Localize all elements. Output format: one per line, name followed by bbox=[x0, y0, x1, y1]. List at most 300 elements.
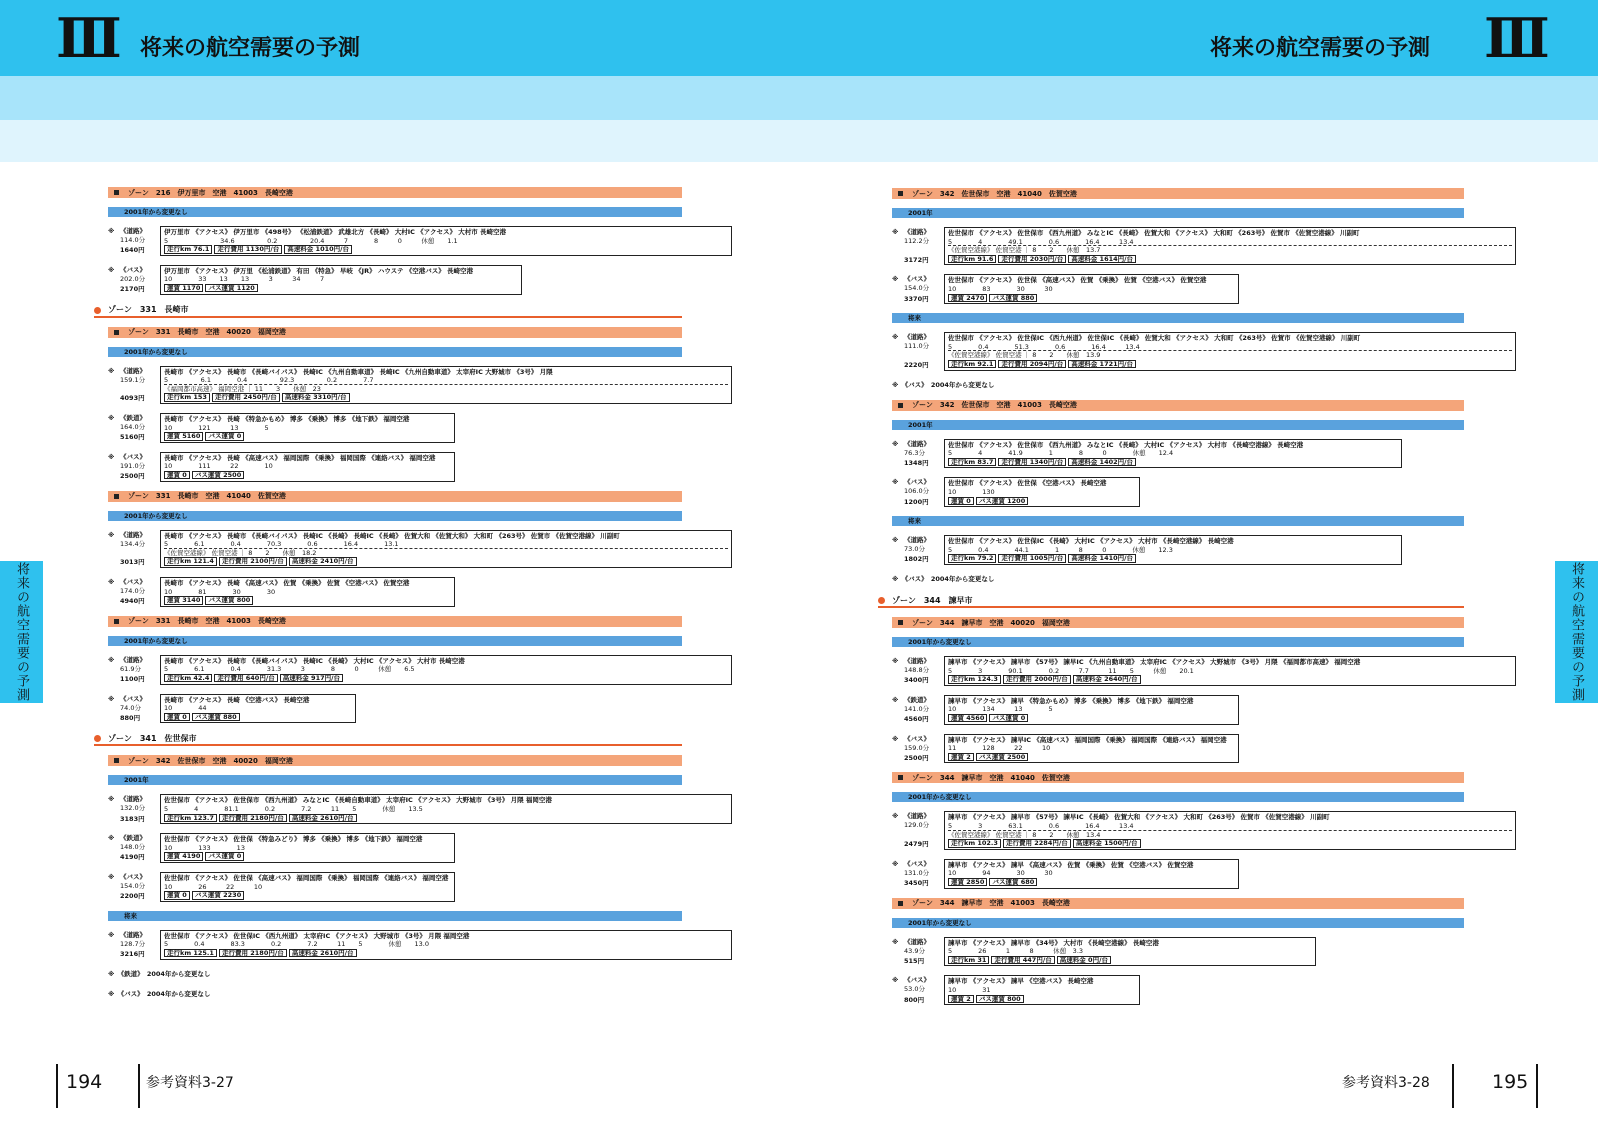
cost-cell: バス運賃 2230 bbox=[192, 891, 244, 899]
cost-cell: 走行費用 2100円/台 bbox=[219, 557, 287, 565]
cost-summary-row bbox=[948, 294, 1235, 303]
cost-summary-row bbox=[948, 360, 1512, 369]
travel-mode: 《道路》 bbox=[904, 657, 930, 665]
route-row: 《佐賀空港線》 佐賀空港 ｜ 8 2 休憩 13.9 bbox=[948, 351, 1101, 360]
route-box bbox=[944, 439, 1402, 469]
route-row: 伊万里市 《アクセス》 伊万里 《松浦鉄道》 有田 《特急》 早岐 《JR》 ハウステ 《空港バス》 長崎空港 bbox=[164, 266, 474, 275]
route-row: 佐世保市 《アクセス》 佐世保市 《西九州道》 みなとIC 《長崎》 佐賀大和 《アクセス》 大和町 《263号》 佐賀市 《佐賀空港線》 川副町 bbox=[948, 229, 1360, 237]
travel-time: 154.0分 bbox=[120, 882, 146, 890]
travel-mode: 《鉄道》 bbox=[904, 695, 930, 704]
route-row: 佐世保市 《アクセス》 佐世保IC 《西九州道》 太宰府IC 《アクセス》 大野城市 《3号》 月隈 福岡空港 bbox=[164, 931, 470, 940]
route-box bbox=[160, 872, 455, 902]
cost-cell: 走行費用 2284円/台 bbox=[1003, 839, 1071, 847]
route-entry bbox=[108, 655, 742, 685]
route-entry bbox=[892, 811, 1526, 849]
cost-cell: 高速料金 917円/台 bbox=[280, 674, 343, 682]
travel-mode: 《バス》 bbox=[904, 859, 930, 868]
zone-header-text: ゾーン 342 佐世保市 空港 41040 佐賀空港 bbox=[912, 189, 1077, 198]
travel-cost: 1640円 bbox=[120, 246, 145, 255]
travel-time: 148.8分 bbox=[904, 666, 930, 674]
asterisk-mark: ※ bbox=[108, 530, 115, 539]
route-box bbox=[160, 265, 522, 295]
travel-mode: 《鉄道》 bbox=[120, 414, 146, 422]
square-bullet-icon bbox=[898, 901, 903, 906]
travel-time: 111.0分 bbox=[904, 342, 930, 351]
year-subheader: 将来 bbox=[892, 516, 1464, 526]
travel-cost: 880円 bbox=[120, 713, 141, 722]
travel-cost: 2479円 bbox=[904, 840, 929, 849]
cost-cell: 走行費用 1340円/台 bbox=[998, 458, 1066, 466]
travel-time: 154.0分 bbox=[904, 284, 930, 293]
travel-mode: 《バス》 bbox=[120, 452, 146, 461]
route-entry bbox=[108, 694, 366, 724]
travel-cost: 3216円 bbox=[120, 950, 145, 958]
cost-cell: 高速料金 3310円/台 bbox=[282, 393, 350, 401]
cost-cell: バス運賃 880 bbox=[192, 713, 240, 721]
year-subheader: 将来 bbox=[892, 313, 1464, 323]
square-bullet-icon bbox=[898, 403, 903, 408]
zone-header bbox=[892, 400, 1464, 411]
route-row: 5 26 1 8 休憩 3.3 bbox=[948, 947, 1084, 956]
cost-cell: 走行km 92.1 bbox=[948, 360, 996, 368]
travel-cost: 3400円 bbox=[904, 676, 929, 685]
route-entry bbox=[108, 366, 742, 404]
travel-mode: 《道路》 bbox=[904, 228, 930, 236]
route-row: 佐世保市 《アクセス》 佐世保 《特急みどり》 博多 《乗換》 博多 《地下鉄》 福岡空港 bbox=[164, 835, 423, 844]
cost-cell: バス運賃 880 bbox=[989, 294, 1037, 302]
cost-summary-row bbox=[948, 753, 1235, 762]
travel-time: 132.0分 bbox=[120, 804, 146, 813]
route-row: 5 6.1 0.4 70.3 0.6 16.4 13.1 bbox=[164, 540, 728, 549]
cost-summary-row bbox=[164, 949, 728, 958]
asterisk-mark: ※ bbox=[108, 414, 115, 422]
circle-bullet-icon bbox=[878, 597, 885, 604]
cost-cell: 走行km 123.7 bbox=[164, 814, 217, 822]
cost-cell: 走行km 121.4 bbox=[164, 557, 217, 565]
route-row: 長崎市 《アクセス》 長崎 《特急かもめ》 博多 《乗換》 博多 《地下鉄》 福岡空港 bbox=[164, 415, 410, 423]
cost-summary-row bbox=[948, 458, 1398, 467]
header-band bbox=[0, 76, 1598, 120]
route-row: 5 3 63.1 0.6 16.4 13.4 bbox=[948, 822, 1512, 831]
route-row: 諫早市 《アクセス》 諫早 《空港バス》 長崎空港 bbox=[948, 977, 1094, 986]
zone-header bbox=[892, 617, 1464, 628]
route-box bbox=[160, 694, 356, 724]
cost-cell: 走行費用 2180円/台 bbox=[219, 949, 287, 957]
travel-mode: 《道路》 bbox=[120, 655, 146, 664]
travel-cost: 2200円 bbox=[120, 892, 145, 901]
travel-cost: 1200円 bbox=[904, 497, 929, 506]
route-row: 《佐賀空港線》 佐賀空港 ｜ 8 2 休憩 18.2 bbox=[164, 548, 317, 557]
route-box bbox=[944, 734, 1239, 764]
route-entry bbox=[892, 859, 1249, 889]
cost-cell: バス運賃 1200 bbox=[976, 497, 1028, 505]
cost-summary-row bbox=[948, 714, 1235, 723]
year-subheader: 2001年から変更なし bbox=[892, 918, 1464, 928]
cost-cell: 高速料金 1410円/台 bbox=[1068, 554, 1136, 562]
zone-header-text: ゾーン 331 長崎市 空港 40020 福岡空港 bbox=[128, 328, 286, 337]
reference-label-left: 参考資料3-27 bbox=[146, 1075, 234, 1091]
year-subheader: 2001年 bbox=[892, 420, 1464, 430]
travel-time: 134.4分 bbox=[120, 539, 146, 548]
route-row: 長崎市 《アクセス》 長崎 《高速バス》 福岡国際 《乗換》 福岡国際 《連絡バス》 福岡空港 bbox=[164, 453, 436, 462]
route-box bbox=[160, 452, 455, 482]
route-row: 諫早市 《アクセス》 諫早 《高速バス》 佐賀 《乗換》 佐賀 《空港バス》 佐賀空港 bbox=[948, 860, 1194, 869]
page-number-left: 194 bbox=[66, 1071, 103, 1093]
unchanged-note: ※ 《バス》 2004年から変更なし bbox=[892, 575, 995, 583]
cost-cell: 運賃 4560 bbox=[948, 714, 987, 722]
year-subheader: 2001年から変更なし bbox=[108, 511, 682, 521]
travel-time: 202.0分 bbox=[120, 274, 146, 283]
travel-mode: 《道路》 bbox=[904, 536, 930, 545]
cost-cell: バス運賃 800 bbox=[205, 596, 253, 604]
cost-cell: 高速料金 1500円/台 bbox=[1073, 839, 1141, 847]
zone-header-text: ゾーン 344 諫早市 空港 40020 福岡空港 bbox=[912, 618, 1070, 627]
travel-mode: 《バス》 bbox=[120, 694, 146, 703]
square-bullet-icon bbox=[114, 494, 119, 499]
year-subheader: 2001年 bbox=[892, 208, 1464, 218]
cost-summary-row bbox=[164, 596, 451, 605]
asterisk-mark: ※ bbox=[892, 859, 899, 868]
cost-summary-row bbox=[948, 995, 1136, 1004]
cost-cell: 走行費用 2030円/台 bbox=[998, 255, 1066, 263]
route-row: 長崎市 《アクセス》 長崎 《高速バス》 佐賀 《乗換》 佐賀 《空港バス》 佐賀空港 bbox=[164, 579, 410, 587]
route-row: 10 81 30 30 bbox=[164, 587, 276, 596]
route-entry bbox=[108, 530, 742, 568]
origin-zone-header bbox=[878, 594, 1464, 608]
route-row: 佐世保市 《アクセス》 佐世保 《空港バス》 長崎空港 bbox=[948, 479, 1107, 488]
year-subheader: 2001年から変更なし bbox=[892, 792, 1464, 802]
route-row: 10 44 bbox=[164, 704, 207, 713]
asterisk-mark: ※ bbox=[108, 834, 115, 843]
route-row: 5 0.4 83.3 0.2 7.2 11 5 休憩 13.0 bbox=[164, 940, 429, 949]
route-entry bbox=[892, 937, 1326, 967]
route-box bbox=[944, 937, 1316, 967]
route-row: 5 3 90.1 0.2 7.7 11 5 休憩 20.1 bbox=[948, 666, 1194, 675]
route-entry bbox=[892, 227, 1526, 265]
square-bullet-icon bbox=[898, 191, 903, 196]
travel-cost: 5160円 bbox=[120, 433, 145, 442]
cost-cell: 走行費用 2450円/台 bbox=[212, 393, 280, 401]
cost-cell: 高速料金 1010円/台 bbox=[284, 245, 352, 253]
cost-cell: 高速料金 1402円/台 bbox=[1068, 458, 1136, 466]
travel-time: 141.0分 bbox=[904, 704, 930, 713]
travel-mode: 《道路》 bbox=[904, 439, 930, 448]
asterisk-mark: ※ bbox=[892, 439, 899, 448]
asterisk-mark: ※ bbox=[108, 578, 115, 586]
route-row: 10 130 bbox=[948, 487, 995, 496]
route-entry bbox=[108, 452, 465, 482]
route-row: 5 0.4 51.3 0.6 16.4 13.4 bbox=[948, 343, 1512, 352]
cost-summary-row bbox=[164, 891, 451, 900]
zone-header bbox=[892, 188, 1464, 199]
square-bullet-icon bbox=[898, 620, 903, 625]
cost-cell: 運賃 0 bbox=[164, 713, 190, 721]
zone-header-text: ゾーン 342 佐世保市 空港 41003 長崎空港 bbox=[912, 401, 1077, 410]
cost-cell: 運賃 2 bbox=[948, 995, 974, 1003]
travel-cost: 4093円 bbox=[120, 394, 145, 403]
cost-cell: 高速料金 2610円/台 bbox=[289, 949, 357, 957]
year-subheader: 2001年から変更なし bbox=[108, 636, 682, 646]
route-box bbox=[944, 227, 1516, 265]
route-row: 10 33 13 13 3 34 7 bbox=[164, 275, 325, 284]
travel-mode: 《道路》 bbox=[120, 227, 146, 235]
cost-cell: 走行km 31 bbox=[948, 956, 989, 964]
travel-time: 164.0分 bbox=[120, 423, 146, 431]
travel-mode: 《道路》 bbox=[120, 795, 146, 804]
route-row: 諫早市 《アクセス》 諫早市 《34号》 大村市 《長崎空港線》 長崎空港 bbox=[948, 938, 1159, 947]
route-entry bbox=[108, 872, 465, 902]
travel-cost: 1802円 bbox=[904, 555, 929, 564]
cost-summary-row bbox=[164, 393, 728, 402]
origin-zone-text: ゾーン 331 長崎市 bbox=[108, 305, 189, 315]
route-row: 10 26 22 10 bbox=[164, 882, 263, 891]
travel-mode: 《道路》 bbox=[904, 333, 930, 342]
travel-cost: 4940円 bbox=[120, 597, 145, 606]
cost-summary-row bbox=[164, 674, 728, 683]
zone-header-text: ゾーン 344 諫早市 空港 41003 長崎空港 bbox=[912, 899, 1070, 908]
footer-rule bbox=[138, 1064, 140, 1108]
cost-cell: 走行km 102.3 bbox=[948, 839, 1001, 847]
route-row: 11 128 22 10 bbox=[948, 744, 1051, 753]
route-row: 諫早市 《アクセス》 諫早市 《57号》 諫早IC 《九州自動車道》 太宰府IC 《アクセス》 大野城市 《3号》 月隈 《福岡都市高速》 福岡空港 bbox=[948, 658, 1361, 666]
year-subheader: 2001年から変更なし bbox=[892, 637, 1464, 647]
cost-cell: 走行費用 640円/台 bbox=[214, 674, 277, 682]
travel-cost: 3450円 bbox=[904, 879, 929, 887]
route-entry bbox=[892, 332, 1526, 370]
asterisk-mark: ※ bbox=[892, 976, 899, 985]
asterisk-mark: ※ bbox=[892, 275, 899, 284]
travel-cost: 2500円 bbox=[120, 472, 145, 480]
square-bullet-icon bbox=[114, 619, 119, 624]
asterisk-mark: ※ bbox=[892, 333, 899, 342]
route-entry bbox=[892, 656, 1526, 686]
origin-zone-text: ゾーン 341 佐世保市 bbox=[108, 733, 197, 743]
cost-cell: 高速料金 0円/台 bbox=[1057, 956, 1111, 964]
route-box bbox=[944, 975, 1140, 1005]
cost-summary-row bbox=[948, 497, 1136, 506]
travel-time: 76.3分 bbox=[904, 448, 925, 457]
travel-time: 114.0分 bbox=[120, 236, 146, 244]
cost-summary-row bbox=[164, 557, 728, 566]
route-row: 伊万里市 《アクセス》 伊万里市 《498号》 《松浦鉄道》 武雄北方 《長崎》 大村IC 《アクセス》 大村市 長崎空港 bbox=[164, 228, 506, 236]
cost-cell: バス運賃 2500 bbox=[192, 471, 244, 479]
route-row: 佐世保市 《アクセス》 佐世保IC 《長崎》 大村IC 《アクセス》 大村市 《長崎空港線》 長崎空港 bbox=[948, 537, 1234, 546]
asterisk-mark: ※ bbox=[892, 695, 899, 704]
travel-time: 73.0分 bbox=[904, 545, 925, 554]
cost-summary-row bbox=[948, 255, 1512, 264]
travel-cost: 1348円 bbox=[904, 458, 929, 467]
route-entry bbox=[892, 274, 1249, 304]
circle-bullet-icon bbox=[94, 307, 101, 314]
travel-time: 191.0分 bbox=[120, 461, 146, 470]
route-row: 5 6.1 0.4 31.3 3 8 0 休憩 6.5 bbox=[164, 665, 415, 674]
route-box bbox=[160, 930, 732, 960]
cost-cell: 高速料金 1721円/台 bbox=[1068, 360, 1136, 368]
zone-header bbox=[108, 755, 682, 766]
zone-header bbox=[108, 187, 682, 198]
square-bullet-icon bbox=[114, 190, 119, 195]
year-subheader: 将来 bbox=[108, 911, 682, 921]
route-box bbox=[160, 226, 732, 256]
cost-cell: バス運賃 2500 bbox=[976, 753, 1028, 761]
cost-summary-row bbox=[948, 878, 1235, 887]
cost-cell: 運賃 4190 bbox=[164, 852, 203, 860]
route-row: 10 83 30 30 bbox=[948, 284, 1053, 293]
side-tab-left: 将来の航空需要の予測 bbox=[0, 561, 43, 703]
asterisk-mark: ※ bbox=[108, 265, 115, 274]
zone-header-text: ゾーン 344 諫早市 空港 41040 佐賀空港 bbox=[912, 773, 1070, 782]
unchanged-note: ※ 《鉄道》 2004年から変更なし bbox=[108, 969, 211, 978]
route-entry bbox=[108, 265, 532, 295]
cost-cell: 運賃 2470 bbox=[948, 294, 987, 302]
route-entry bbox=[108, 833, 465, 863]
asterisk-mark: ※ bbox=[892, 937, 899, 946]
route-row: 長崎市 《アクセス》 長崎市 《長崎バイパス》 長崎IC 《長崎》 長崎IC 《長崎》 佐賀大和 《佐賀大和》 大和町 《263号》 佐賀市 《佐賀空港線》 川副町 bbox=[164, 531, 620, 540]
route-row: 長崎市 《アクセス》 長崎 《空港バス》 長崎空港 bbox=[164, 695, 310, 704]
year-subheader: 2001年 bbox=[108, 775, 682, 785]
zone-header bbox=[892, 772, 1464, 783]
zone-header bbox=[108, 327, 682, 338]
year-subheader: 2001年から変更なし bbox=[108, 207, 682, 217]
cost-summary-row bbox=[948, 956, 1312, 965]
route-row: 佐世保市 《アクセス》 佐世保 《高速バス》 佐賀 《乗換》 佐賀 《空港バス》 佐賀空港 bbox=[948, 276, 1207, 285]
asterisk-mark: ※ bbox=[108, 227, 115, 235]
route-row: 5 4 41.9 1 8 0 休憩 12.4 bbox=[948, 449, 1174, 458]
zone-header-text: ゾーン 342 佐世保市 空港 40020 福岡空港 bbox=[128, 756, 293, 765]
route-row: 佐世保市 《アクセス》 佐世保市 《西九州道》 みなとIC 《長崎自動車道》 太宰府IC 《アクセス》 大野城市 《3号》 月隈 福岡空港 bbox=[164, 796, 552, 805]
cost-summary-row bbox=[164, 852, 451, 861]
origin-zone-header bbox=[94, 304, 682, 318]
travel-time: 128.7分 bbox=[120, 939, 146, 948]
route-entry bbox=[108, 413, 465, 443]
route-entry bbox=[892, 695, 1249, 725]
route-row: 10 121 13 5 bbox=[164, 423, 269, 432]
cost-cell: 運賃 2 bbox=[948, 753, 974, 761]
route-box bbox=[944, 859, 1239, 889]
route-box bbox=[160, 413, 455, 443]
header-band-light bbox=[0, 120, 1598, 162]
cost-cell: バス運賃 800 bbox=[976, 995, 1024, 1003]
cost-cell: 高速料金 2640円/台 bbox=[1073, 675, 1141, 683]
zone-header-text: ゾーン 216 伊万里市 空港 41003 長崎空港 bbox=[128, 188, 293, 197]
asterisk-mark: ※ bbox=[108, 452, 115, 461]
travel-mode: 《道路》 bbox=[120, 366, 146, 375]
cost-cell: 走行km 125.1 bbox=[164, 949, 217, 957]
route-row: 10 111 22 10 bbox=[164, 462, 273, 471]
asterisk-mark: ※ bbox=[892, 536, 899, 545]
cost-cell: 走行費用 447円/台 bbox=[991, 956, 1054, 964]
route-row: 5 6.1 0.4 92.3 0.2 7.7 bbox=[164, 376, 728, 385]
route-row: 諫早市 《アクセス》 諫早 《特急かもめ》 博多 《乗換》 博多 《地下鉄》 福岡空港 bbox=[948, 696, 1194, 705]
cost-cell: バス運賃 1120 bbox=[205, 284, 257, 292]
cost-cell: 走行km 79.2 bbox=[948, 554, 996, 562]
route-entry bbox=[892, 734, 1249, 764]
route-box bbox=[160, 366, 732, 404]
cost-cell: 走行費用 1005円/台 bbox=[998, 554, 1066, 562]
travel-time: 131.0分 bbox=[904, 868, 930, 877]
asterisk-mark: ※ bbox=[108, 694, 115, 703]
travel-cost: 3172円 bbox=[904, 255, 929, 264]
route-row: 5 4 49.1 0.6 16.4 13.4 bbox=[948, 238, 1512, 247]
route-row: 10 133 13 bbox=[164, 843, 245, 852]
footer-rule bbox=[56, 1064, 58, 1108]
page-number-right: 195 bbox=[1492, 1071, 1529, 1093]
route-row: 《佐賀空港線》 佐賀空港 ｜ 8 2 休憩 13.7 bbox=[948, 246, 1101, 255]
asterisk-mark: ※ bbox=[892, 657, 899, 665]
route-row: 10 31 bbox=[948, 985, 991, 994]
travel-cost: 3370円 bbox=[904, 294, 929, 303]
cost-cell: バス運賃 0 bbox=[989, 714, 1028, 722]
unchanged-note: ※ 《バス》 2004年から変更なし bbox=[108, 989, 211, 998]
route-box bbox=[944, 535, 1402, 565]
route-box bbox=[944, 811, 1516, 849]
cost-cell: 走行km 124.3 bbox=[948, 675, 1001, 683]
chapter-numeral-left: Ⅲ bbox=[56, 6, 113, 70]
chapter-numeral-right: Ⅲ bbox=[1484, 6, 1541, 70]
footer-rule bbox=[1452, 1064, 1454, 1108]
route-row: 長崎市 《アクセス》 長崎市 《長崎バイパス》 長崎IC 《九州自動車道》 長崎IC 《九州自動車道》 太宰府IC 大野城市 《3号》 月隈 bbox=[164, 367, 553, 376]
travel-mode: 《バス》 bbox=[904, 976, 930, 985]
route-entry bbox=[108, 930, 742, 960]
travel-mode: 《バス》 bbox=[120, 873, 146, 881]
route-box bbox=[160, 530, 732, 568]
cost-cell: 運賃 2850 bbox=[948, 878, 987, 886]
travel-cost: 515円 bbox=[904, 956, 925, 965]
asterisk-mark: ※ bbox=[108, 366, 115, 375]
route-box bbox=[944, 332, 1516, 370]
asterisk-mark: ※ bbox=[108, 795, 115, 804]
route-row: 諫早市 《アクセス》 諫早市 《57号》 諫早IC 《長崎》 佐賀大和 《アクセス》 大和町 《263号》 佐賀市 《佐賀空港線》 川副町 bbox=[948, 813, 1330, 822]
travel-time: 159.0分 bbox=[904, 743, 930, 752]
route-entry bbox=[108, 794, 742, 824]
square-bullet-icon bbox=[898, 775, 903, 780]
asterisk-mark: ※ bbox=[892, 478, 899, 487]
cost-cell: 走行km 153 bbox=[164, 393, 210, 401]
asterisk-mark: ※ bbox=[108, 873, 115, 881]
asterisk-mark: ※ bbox=[892, 734, 899, 743]
travel-mode: 《バス》 bbox=[904, 275, 930, 284]
route-box bbox=[160, 655, 732, 685]
travel-time: 61.9分 bbox=[120, 664, 141, 673]
route-row: 10 134 13 5 bbox=[948, 705, 1053, 714]
travel-mode: 《鉄道》 bbox=[120, 834, 146, 843]
origin-zone-header bbox=[94, 732, 682, 746]
route-entry bbox=[892, 477, 1150, 507]
cost-summary-row bbox=[948, 839, 1512, 848]
cost-cell: 走行km 42.4 bbox=[164, 674, 212, 682]
travel-mode: 《バス》 bbox=[904, 734, 930, 743]
asterisk-mark: ※ bbox=[892, 812, 899, 821]
travel-time: 159.1分 bbox=[120, 375, 146, 384]
route-row: 5 0.4 44.1 1 8 0 休憩 12.3 bbox=[948, 545, 1173, 554]
travel-mode: 《バス》 bbox=[120, 578, 146, 586]
cost-cell: 運賃 1170 bbox=[164, 284, 203, 292]
cost-cell: 走行km 76.1 bbox=[164, 245, 212, 253]
travel-cost: 4560円 bbox=[904, 715, 929, 723]
travel-cost: 3013円 bbox=[120, 558, 145, 567]
zone-header bbox=[892, 898, 1464, 909]
route-row: 佐世保市 《アクセス》 佐世保IC 《西九州道》 佐世保IC 《長崎》 佐賀大和 《アクセス》 大和町 《263号》 佐賀市 《佐賀空港線》 川副町 bbox=[948, 334, 1361, 343]
zone-header bbox=[108, 491, 682, 502]
route-row: 5 34.6 0.2 20.4 7 8 0 休憩 1.1 bbox=[164, 236, 458, 245]
chapter-title-left: 将来の航空需要の予測 bbox=[140, 36, 361, 61]
travel-time: 112.2分 bbox=[904, 237, 930, 245]
route-box bbox=[160, 577, 455, 607]
zone-header bbox=[108, 616, 682, 627]
travel-mode: 《バス》 bbox=[904, 478, 930, 487]
travel-cost: 2170円 bbox=[120, 285, 145, 293]
cost-summary-row bbox=[164, 713, 352, 722]
